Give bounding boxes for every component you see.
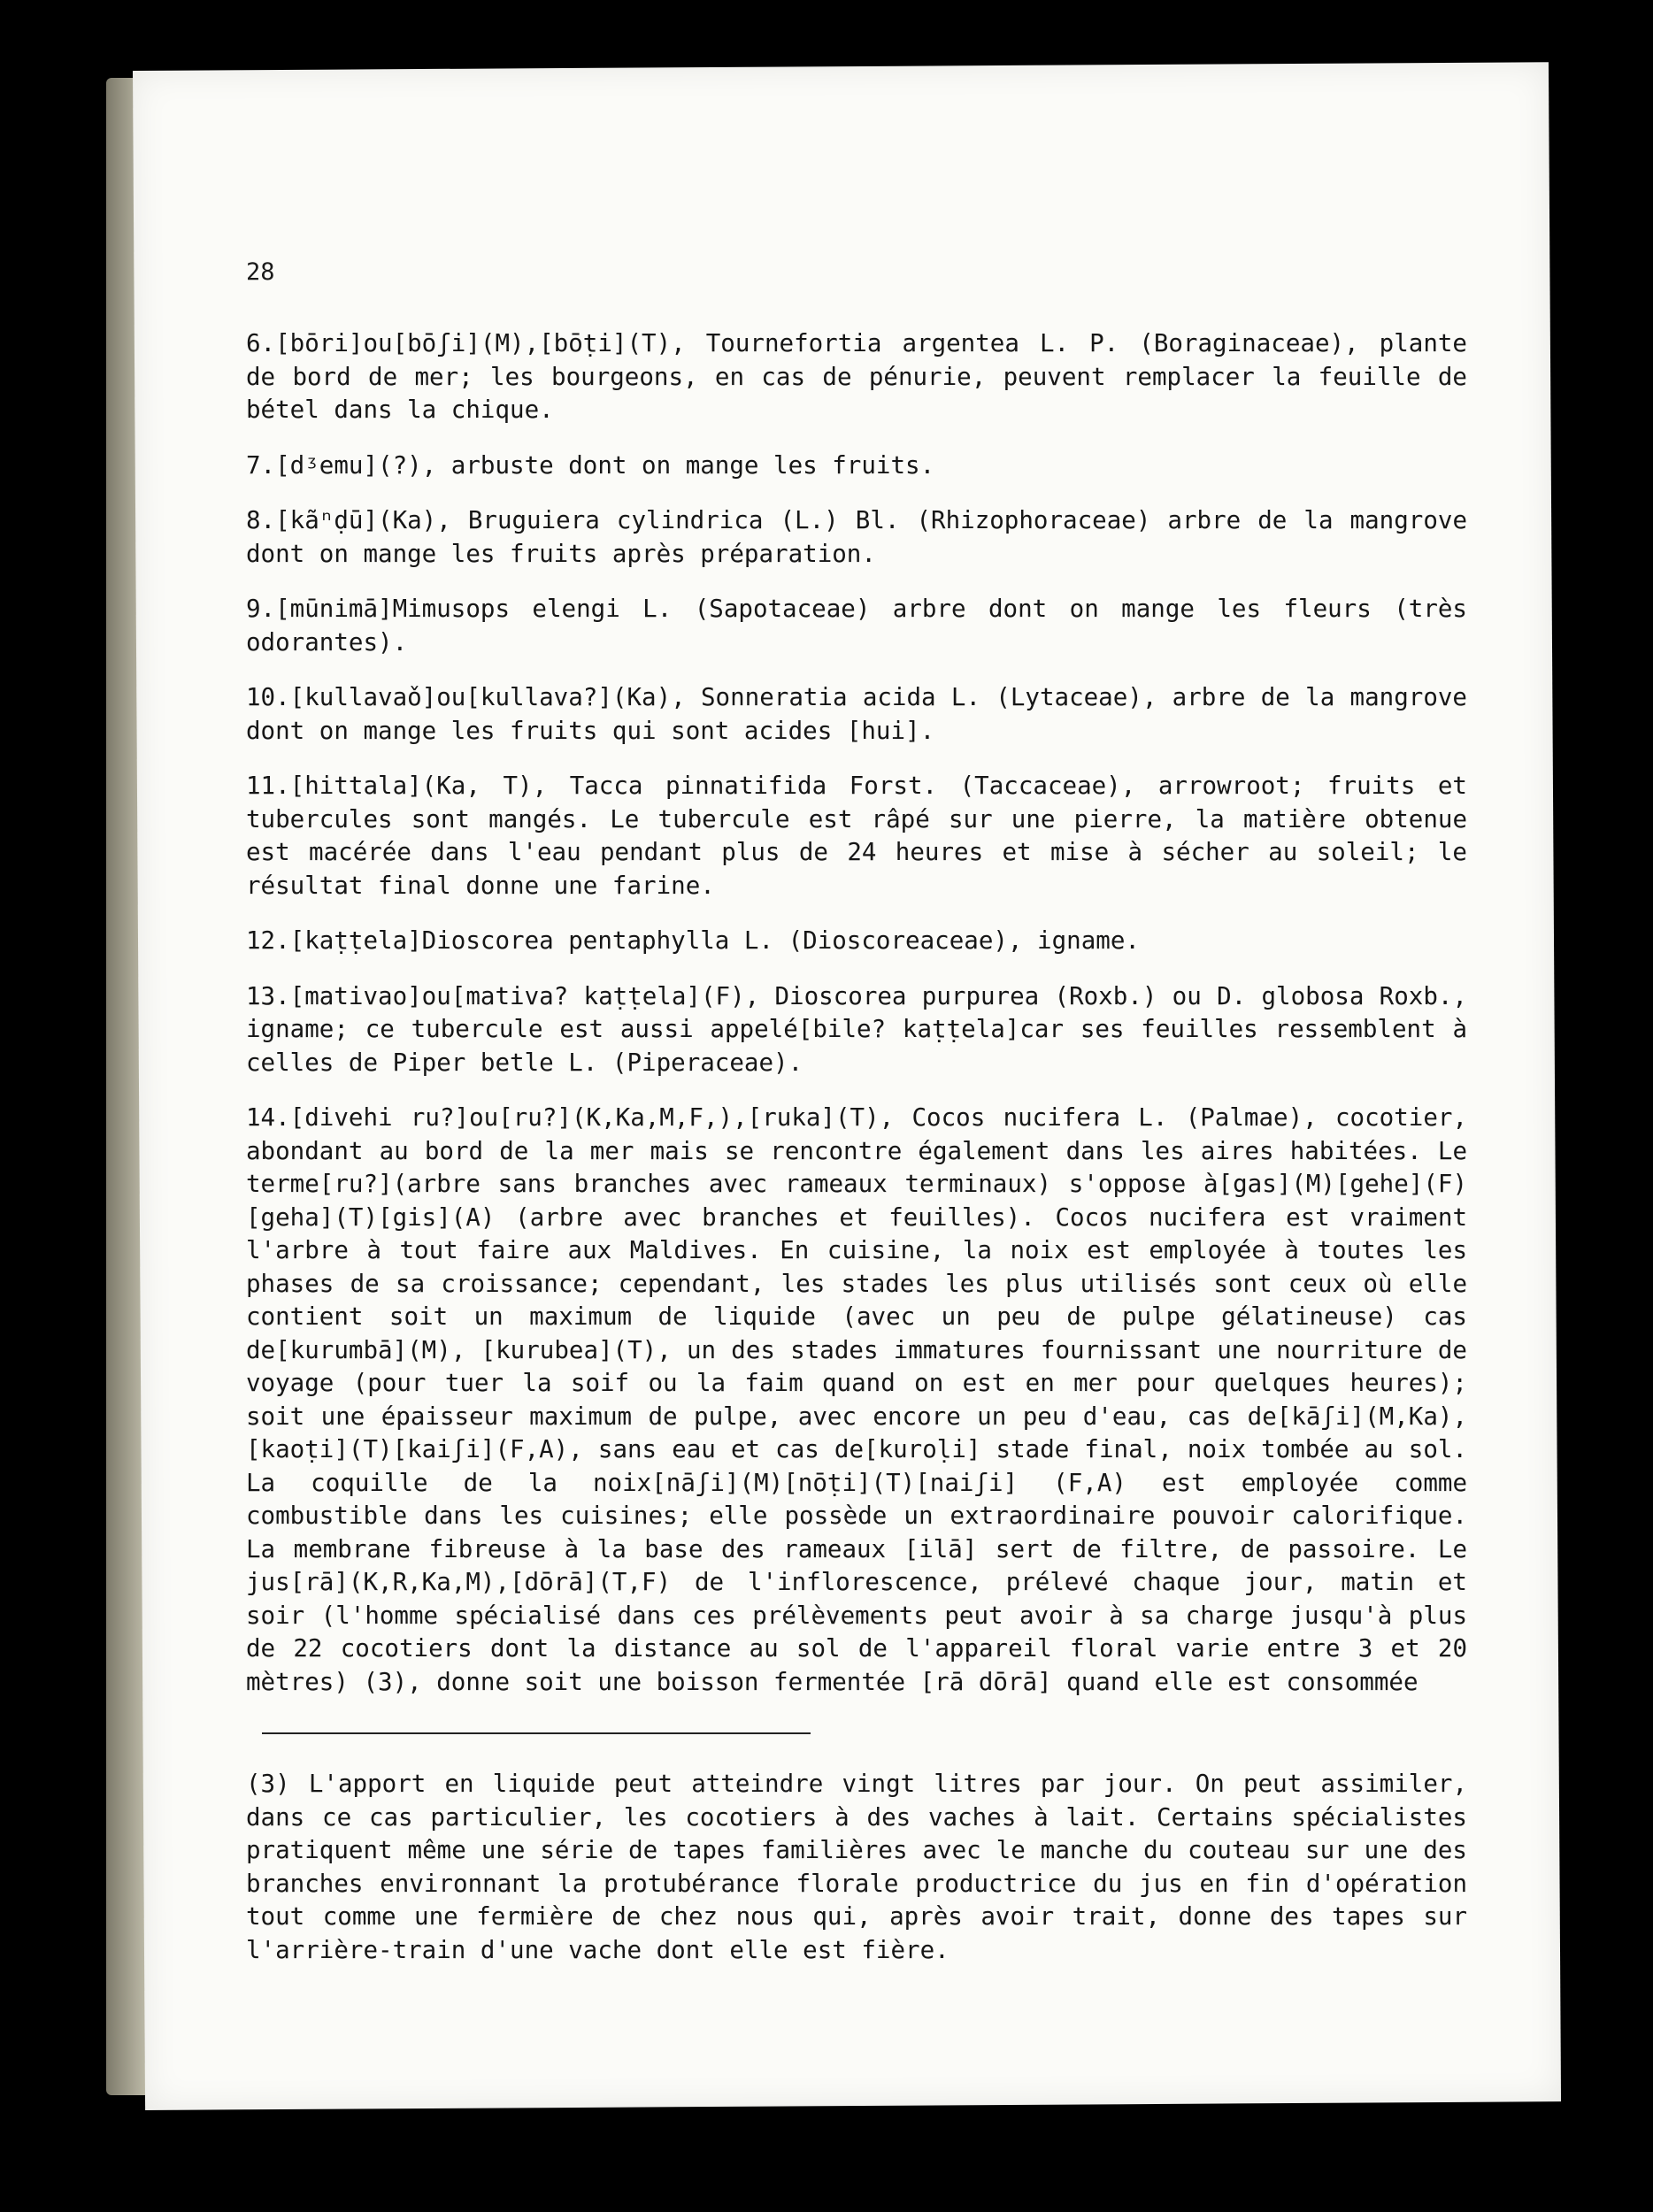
entry-10 [246,681,1467,748]
entry-12 [246,925,1467,958]
entry-text: 13.[mativao]ou[mativa? kaṭṭela](F), Dioscorea purpurea (Roxb.) ou D. globosa Roxb., igname; ce tubercule est aussi appelé[bile? kaṭṭela]car ses feuilles ressemblent à celles de Piper betle L. (Piperaceae). [246,981,1467,1077]
entry-11 [246,770,1467,902]
entry-text: 6.[bōri]ou[bōʃi](M),[bōṭi](T), Tournefortia argentea L. P. (Boraginaceae), plante de bord de mer; les bourgeons, en cas de pénurie, peuvent remplacer la feuille de bétel dans la chique. [246,329,1467,424]
entry-6 [246,327,1467,427]
entry-8 [246,504,1467,571]
entry-9 [246,593,1467,659]
entry-text: 11.[hittala](Ka, T), Tacca pinnatifida Forst. (Taccaceae), arrowroot; fruits et tubercules sont mangés. Le tubercule est râpé sur une pierre, la matière obtenue est macérée dans l'eau pendant plus de 24 heures et mise à sécher au soleil; le résultat final donne une farine. [246,772,1467,900]
entry-text: 14.[divehi ru?]ou[ru?](K,Ka,M,F,),[ruka](T), Cocos nucifera L. (Palmae), cocotier, abondant au bord de la mer mais se rencontre également dans les aires habitées. Le terme[ru?](arbre sans branches avec rameaux terminaux) s'oppose à[gas](M)[gehe](F)[geha](T)[gis](A) (arbre avec branches et feuilles). Cocos nucifera est vraiment l'arbre à tout faire aux Maldives. En cuisine, la noix est employée à toutes les phases de sa croissance; cependant, les stades les plus utilisés sont ceux où elle contient soit un maximum de liquide (avec un peu de pulpe gélatineuse) cas de[kurumbā](M), [kurubea](T), un des stades immatures fournissant une nourriture de voyage (pour tuer la soif ou la faim quand on est en mer pour quelques heures); soit une épaisseur maximum de pulpe, avec encore un peu d'eau, cas de[kāʃi](M,Ka),[kaoṭi](T)[kaiʃi](F,A), sans eau et cas de[kuroḷi] stade final, noix tombée au sol. La coquille de la noix[nāʃi](M)[nōṭi](T)[naiʃi] (F,A) est employée comme combustible dans les cuisines; elle possède un extraordinaire pouvoir calorifique. La membrane fibreuse à la base des rameaux [ilā] sert de filtre, de passoire. Le jus[rā](K,R,Ka,M),[dōrā](T,F) de l'inflorescence, prélevé chaque jour, matin et soir (l'homme spécialisé dans ces prélèvements peut avoir à sa charge jusqu'à plus de 22 cocotiers dont la distance au sol de l'appareil floral varie entre 3 et 20 mètres) (3), donne soit une boisson fermentée [rā dōrā] quand elle est consommée [246,1103,1467,1696]
entry-7 [246,449,1467,483]
footnote-divider [262,1732,811,1734]
entry-text: 10.[kullavaǒ]ou[kullava?](Ka), Sonneratia acida L. (Lytaceae), arbre de la mangrove dont on mange les fruits qui sont acides [hui]. [246,683,1467,745]
footnote: (3) L'apport en liquide peut atteindre vingt litres par jour. On peut assimiler, dans ce cas particulier, les cocotiers à des vaches à lait. Certains spécialistes pratiquent même une série de tapes familières avec le manche du couteau sur une des branches environnant la protubérance florale productrice du jus en fin d'opération tout comme une fermière de chez nous qui, après avoir trait, donne des tapes sur l'arrière-train d'une vache dont elle est fière. [246,1770,1467,1964]
entry-13 [246,980,1467,1080]
entry-14 [246,1102,1467,1699]
page-body [246,327,1467,1967]
entry-text: 8.[kãⁿḍū](Ka), Bruguiera cylindrica (L.) Bl. (Rhizophoraceae) arbre de la mangrove dont on mange les fruits après préparation. [246,506,1467,568]
page-number: 28 [246,258,275,286]
entry-text: 12.[kaṭṭela]Dioscorea pentaphylla L. (Dioscoreaceae), igname. [246,926,1140,955]
entry-text: 9.[mūnimā]Mimusops elengi L. (Sapotaceae) arbre dont on mange les fleurs (très odorantes). [246,595,1467,657]
entry-text: 7.[dᶾemu](?), arbuste dont on mange les fruits. [246,450,935,480]
